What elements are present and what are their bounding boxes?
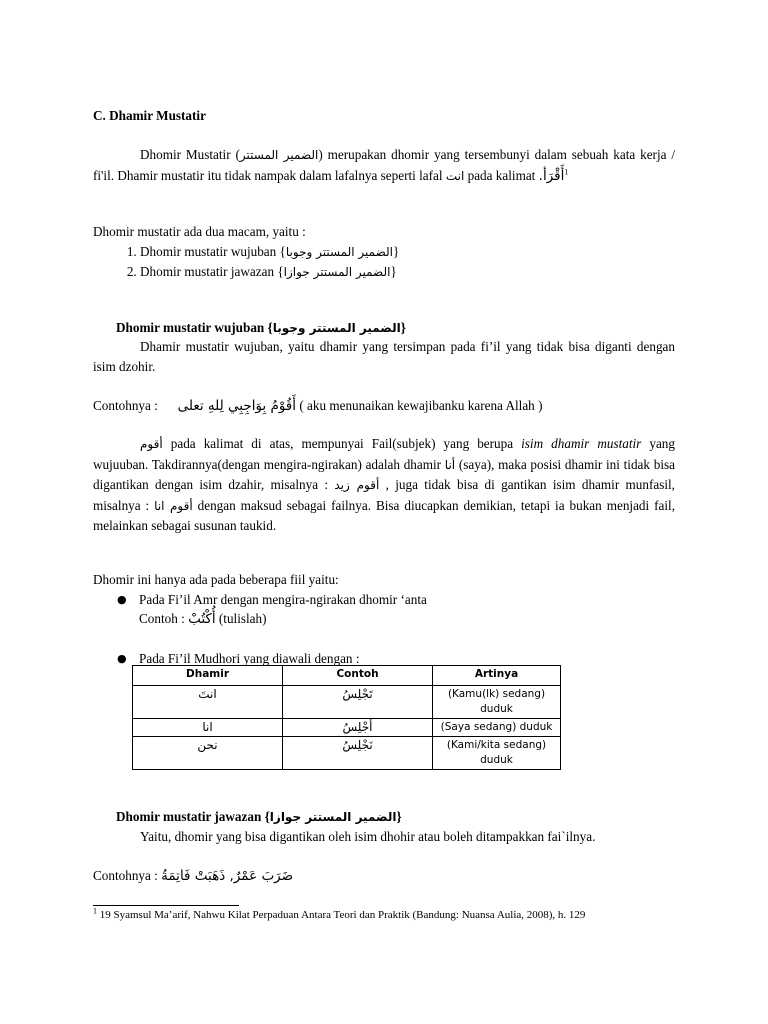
- table-row: [133, 737, 561, 770]
- list-item: 2. Dhomir mustatir jawazan {الضمير المستتر جوازا}: [140, 262, 675, 283]
- table-cell: انتَ: [133, 686, 283, 719]
- footnote-separator: [93, 905, 239, 906]
- fiil-lead: Dhomir ini hanya ada pada beberapa fiil yaitu:: [93, 572, 339, 587]
- footnote-ref: 1: [564, 167, 569, 177]
- wujuban-example: Contohnya : أَقُوْمُ بِوَاجِبِي لِلهِ تعلى ( aku menunaikan kewajibanku karena Allah ): [93, 398, 543, 414]
- fiil-list: [93, 590, 675, 669]
- jawazan-example: Contohnya : ضَرَبَ عَمْرٌ, ذَهَبَتْ فَاتِمَةُ: [93, 868, 294, 884]
- table-cell: (Kami/kita sedang) duduk: [433, 737, 561, 770]
- types-lead: Dhomir mustatir ada dua macam, yaitu :: [93, 224, 306, 239]
- list-item: ● Pada Fi’il Amr dengan mengira-ngirakan dhomir ‘anta Contoh : أُكْتُبْ (tulislah): [117, 591, 427, 627]
- list-item: ● Pada Fi’il Mudhori yang diawali dengan :: [139, 649, 675, 669]
- fiil-block: [93, 570, 675, 668]
- intro-paragraph: Dhomir Mustatir (الضمير المستتر) merupakan dhomir yang tersembunyi dalam sebuah kata kerja / fi'il. Dhamir mustatir itu tidak nampak dalam lafalnya seperti lafal انت pada kalimat أَقْرَأ.$^1$: [93, 147, 676, 184]
- bullet-icon: ●: [117, 651, 127, 665]
- table-row: [133, 686, 561, 719]
- section-title: C. Dhamir Mustatir: [93, 108, 206, 123]
- table-header: Contoh: [283, 666, 433, 686]
- table-header-row: [133, 666, 561, 686]
- jawazan-heading: Dhomir mustatir jawazan {الضمير المستتر جوازا}: [116, 809, 402, 824]
- types-block: [93, 222, 675, 283]
- table-cell: نَجْلِسُ: [283, 737, 433, 770]
- types-list: [93, 242, 675, 283]
- table-cell: (Saya sedang) duduk: [433, 719, 561, 737]
- table-cell: تَجْلِسُ: [283, 686, 433, 719]
- wujuban-heading: Dhomir mustatir wujuban {الضمير المستتر وجوبا}: [116, 320, 406, 335]
- table-cell: (Kamu(lk) sedang) duduk: [433, 686, 561, 719]
- jawazan-definition: Yaitu, dhomir yang bisa digantikan oleh isim dhohir atau boleh ditampakkan fai`ilnya.: [140, 829, 596, 844]
- table-cell: أجْلِسُ: [283, 719, 433, 737]
- table-cell: انا: [133, 719, 283, 737]
- table-header: Dhamir: [133, 666, 283, 686]
- footnote: $^1$ 19 Syamsul Ma’arif, Nahwu Kilat Perpaduan Antara Teori dan Praktik (Bandung: Nuansa Aulia, 2008), h. 129: [93, 906, 586, 921]
- wujuban-explanation: أقوم pada kalimat di atas, mempunyai Fail(subjek) yang berupa isim dhamir mustatir yang wujuuban. Takdirannya(dengan mengira-ngirakan) adalah dhamir أنا (saya), maka posisi dhamir ini tidak bisa digantikan dengan isim dzahir, misalnya : أقوم زيد , juga tidak bisa di gantikan isim dhamir munfasil, misalnya : أقوم انا dengan maksud sebagai failnya. Bisa diucapkan demikian, tetapi ia bukan menjadi fail, melainkan sebagai susunan taukid.: [93, 436, 675, 533]
- table-header: Artinya: [433, 666, 561, 686]
- mudhori-table: [132, 665, 561, 770]
- list-item: 1. Dhomir mustatir wujuban {الضمير المستتر وجوبا}: [140, 242, 675, 263]
- table-cell: نحن: [133, 737, 283, 770]
- wujuban-definition: Dhamir mustatir wujuban, yaitu dhamir yang tersimpan pada fi’il yang tidak bisa diganti dengan isim dzohir.: [93, 339, 675, 374]
- table-row: [133, 719, 561, 737]
- bullet-icon: ●: [117, 592, 127, 606]
